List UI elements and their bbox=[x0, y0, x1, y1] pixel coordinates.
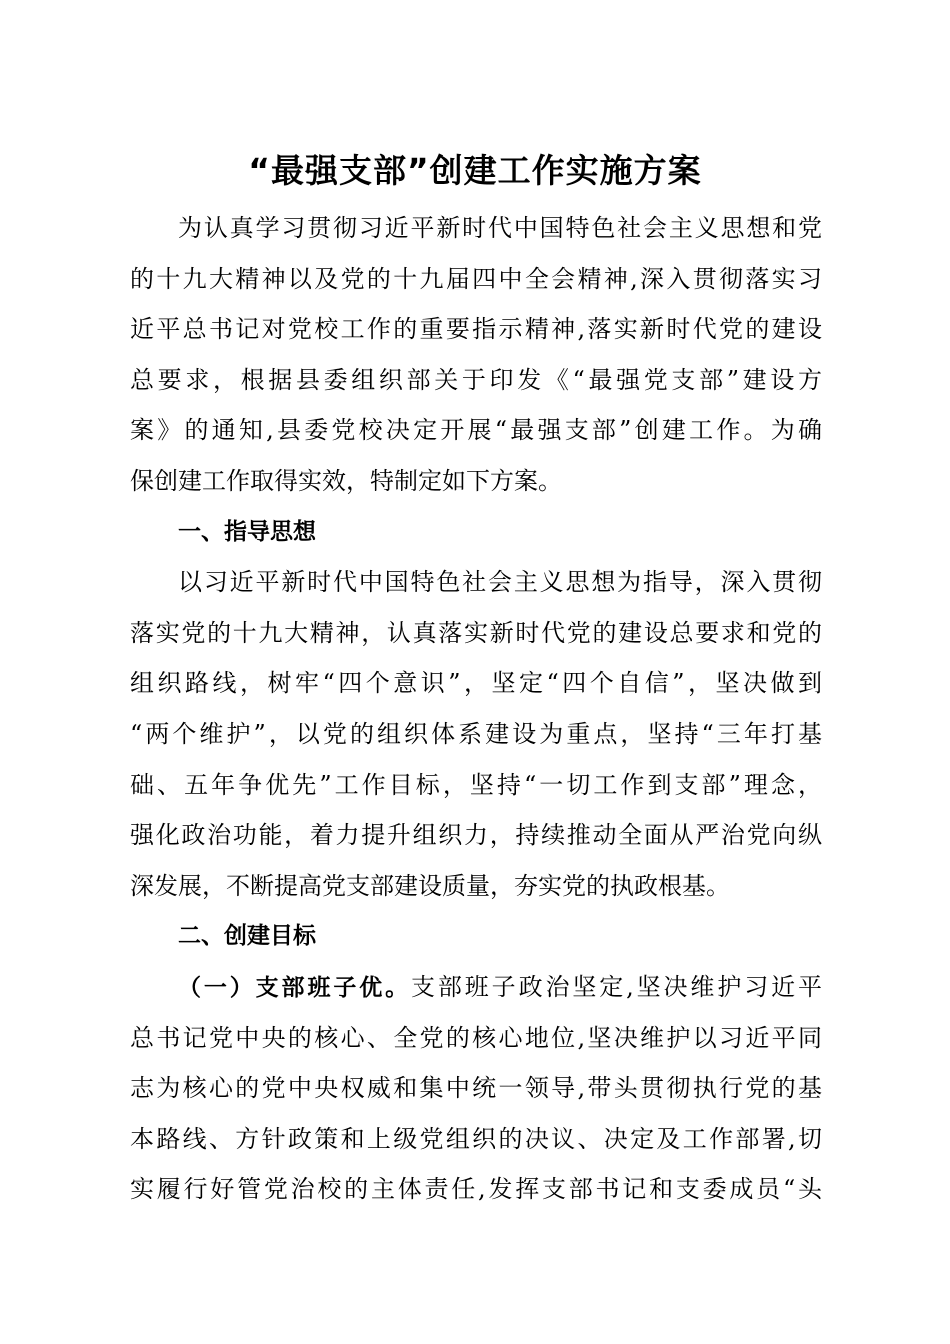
intro-line: 保创建工作取得实效，特制定如下方案。 bbox=[130, 466, 562, 495]
section-heading-creation-goals: 二、创建目标 bbox=[178, 923, 316, 950]
section2-line: 志为核心的党中央权威和集中统一领导,带头贯彻执行党的基 bbox=[130, 1074, 822, 1103]
document-title: “最强支部”创建工作实施方案 bbox=[248, 151, 702, 190]
intro-line: 为认真学习贯彻习近平新时代中国特色社会主义思想和党 bbox=[178, 214, 822, 242]
section2-line: 总书记党中央的核心、全党的核心地位,坚决维护以习近平同 bbox=[130, 1023, 822, 1052]
intro-line: 案》的通知,县委党校决定开展“最强支部”创建工作。为确 bbox=[130, 416, 822, 445]
document-body bbox=[130, 203, 822, 1215]
section1-line: 以习近平新时代中国特色社会主义思想为指导，深入贯彻 bbox=[178, 568, 822, 597]
section2-item1-first-line bbox=[130, 962, 822, 1013]
section-heading-guiding-ideology: 一、指导思想 bbox=[178, 518, 316, 545]
section2-line-text: 支部班子政治坚定,坚决维护习近平 bbox=[411, 972, 822, 1001]
subsection-label: （一）支部班子优。 bbox=[178, 974, 412, 1001]
section1-line: 强化政治功能，着力提升组织力，持续推动全面从严治党向纵 bbox=[130, 821, 822, 850]
section1-line: 础、五年争优先”工作目标，坚持“一切工作到支部”理念， bbox=[130, 770, 822, 799]
intro-line: 的十九大精神以及党的十九届四中全会精神,深入贯彻落实习 bbox=[130, 264, 822, 293]
section2-line: 实履行好管党治校的主体责任,发挥支部书记和支委成员“头 bbox=[130, 1175, 822, 1204]
intro-line: 近平总书记对党校工作的重要指示精神,落实新时代党的建设 bbox=[130, 315, 822, 344]
section1-line: 落实党的十九大精神，认真落实新时代党的建设总要求和党的 bbox=[130, 618, 822, 647]
section1-line: 深发展，不断提高党支部建设质量，夯实党的执政根基。 bbox=[130, 871, 730, 900]
section1-line: “两个维护”，以党的组织体系建设为重点，坚持“三年打基 bbox=[130, 719, 822, 748]
section1-line: 组织路线，树牢“四个意识”，坚定“四个自信”，坚决做到 bbox=[130, 669, 822, 698]
intro-line: 总要求，根据县委组织部关于印发《“最强党支部”建设方 bbox=[130, 365, 822, 394]
section2-line: 本路线、方针政策和上级党组织的决议、决定及工作部署,切 bbox=[130, 1124, 822, 1153]
